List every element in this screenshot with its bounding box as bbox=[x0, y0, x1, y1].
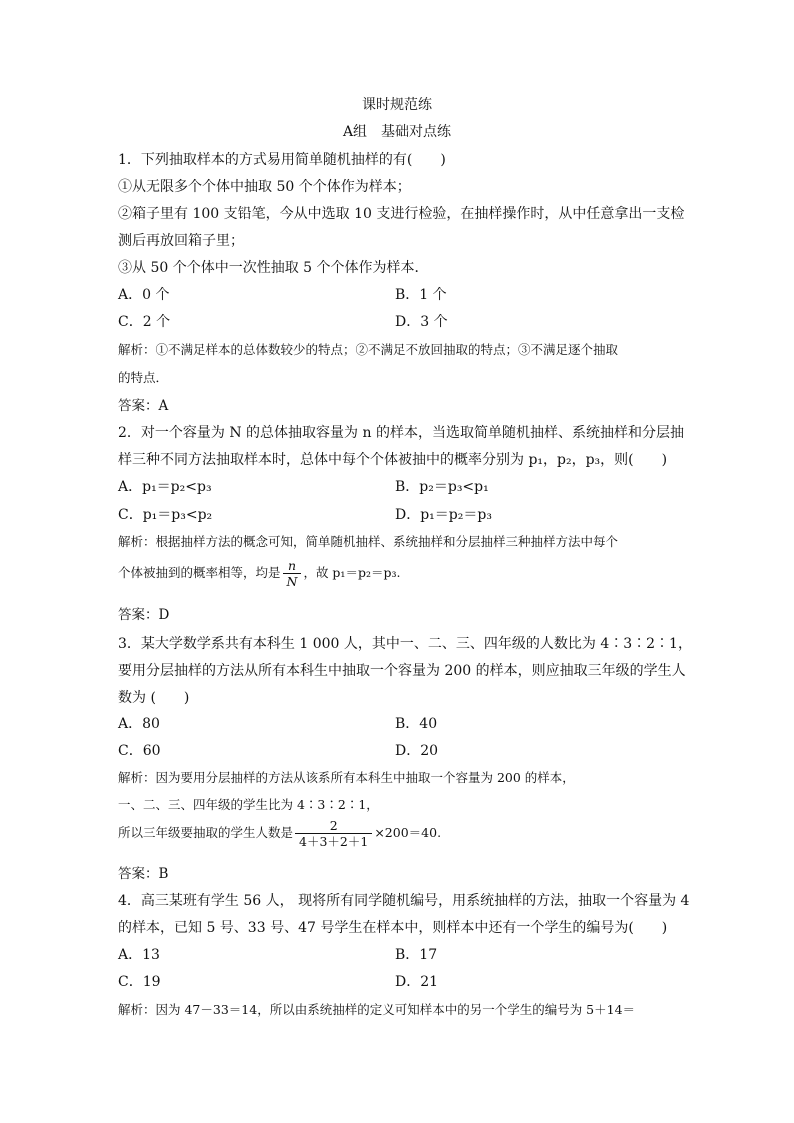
q2-option-d: D．p₁＝p₂＝p₃ bbox=[395, 507, 492, 523]
q3-fraction bbox=[295, 818, 372, 849]
q3-fraction-denominator: 4＋3＋2＋1 bbox=[295, 833, 372, 849]
q2-answer: 答案：D bbox=[118, 607, 170, 623]
q3-solution-formula bbox=[118, 818, 441, 849]
q2-option-a: A．p₁＝p₂<p₃ bbox=[118, 479, 212, 495]
q3-solution: 解析：因为要用分层抽样的方法从该系所有本科生中抽取一个容量为 200 的样本， bbox=[118, 770, 575, 785]
q1-option-c: C．2 个 bbox=[118, 314, 171, 330]
q2-fraction-numerator: n bbox=[287, 558, 297, 573]
q3-solution-tail: ×200＝40. bbox=[374, 825, 442, 840]
q2-solution-cont bbox=[118, 558, 400, 589]
q3-solution-text: 所以三年级要抽取的学生人数是 bbox=[118, 825, 294, 840]
q3-stem-cont-2: 数为 ( ) bbox=[118, 690, 190, 706]
page-title: 课时规范练 bbox=[362, 97, 432, 113]
q4-solution: 解析：因为 47－33＝14，所以由系统抽样的定义可知样本中的另一个学生的编号为 5＋14＝ bbox=[118, 1002, 636, 1017]
q1-stem: 1．下列抽取样本的方式易用简单随机抽样的有( ) bbox=[118, 152, 446, 168]
q3-answer: 答案：B bbox=[118, 866, 169, 882]
q4-option-b: B．17 bbox=[395, 947, 438, 963]
q4-stem-cont: 的样本，已知 5 号、33 号、47 号学生在样本中，则样本中还有一个学生的编号为( ) bbox=[118, 920, 668, 936]
q1-statement-1: ①从无限多个个体中抽取 50 个个体作为样本； bbox=[118, 179, 411, 195]
q2-option-b: B．p₂＝p₃<p₁ bbox=[395, 479, 489, 495]
q3-fraction-numerator: 2 bbox=[329, 818, 338, 833]
q2-fraction-denominator: N bbox=[283, 573, 302, 589]
q3-option-b: B．40 bbox=[395, 716, 438, 732]
q2-solution: 解析：根据抽样方法的概念可知，简单随机抽样、系统抽样和分层抽样三种抽样方法中每个 bbox=[118, 534, 619, 549]
q3-stem: 3．某大学数学系共有本科生 1 000 人，其中一、二、三、四年级的人数比为 4∶3∶2∶1， bbox=[118, 636, 692, 652]
section-subtitle: A组 基础对点练 bbox=[342, 124, 452, 140]
q2-solution-tail: ，故 p₁＝p₂＝p₃. bbox=[303, 565, 401, 580]
q4-option-c: C．19 bbox=[118, 974, 161, 990]
q1-statement-2-cont: 测后再放回箱子里； bbox=[118, 233, 244, 249]
q1-option-b: B．1 个 bbox=[395, 287, 447, 303]
q4-option-d: D．21 bbox=[395, 974, 439, 990]
q1-solution-cont: 的特点． bbox=[118, 370, 169, 385]
q2-stem: 2．对一个容量为 N 的总体抽取容量为 n 的样本，当选取简单随机抽样、系统抽样和分层抽 bbox=[118, 425, 684, 441]
q3-option-a: A．80 bbox=[118, 716, 160, 732]
q1-solution: 解析：①不满足样本的总体数较少的特点；②不满足不放回抽取的特点；③不满足逐个抽取 bbox=[118, 342, 619, 357]
q3-solution-cont: 一、二、三、四年级的学生比为 4∶3∶2∶1， bbox=[118, 797, 379, 812]
q3-stem-cont: 要用分层抽样的方法从所有本科生中抽取一个容量为 200 的样本，则应抽取三年级的学生人 bbox=[118, 663, 686, 679]
q2-stem-cont: 样三种不同方法抽取样本时，总体中每个个体被抽中的概率分别为 p₁，p₂，p₃，则( ) bbox=[118, 452, 668, 468]
q2-solution-text: 个体被抽到的概率相等，均是 bbox=[118, 565, 281, 580]
q2-option-c: C．p₁＝p₃<p₂ bbox=[118, 507, 213, 523]
q1-option-a: A．0 个 bbox=[118, 287, 170, 303]
q3-option-c: C．60 bbox=[118, 743, 161, 759]
q3-option-d: D．20 bbox=[395, 743, 439, 759]
q1-statement-2: ②箱子里有 100 支铅笔，今从中选取 10 支进行检验，在抽样操作时，从中任意拿出一支检 bbox=[118, 206, 685, 222]
q1-option-d: D．3 个 bbox=[395, 314, 448, 330]
q1-statement-3: ③从 50 个个体中一次性抽取 5 个个体作为样本． bbox=[118, 260, 429, 276]
q1-answer: 答案：A bbox=[118, 398, 169, 414]
q4-stem: 4．高三某班有学生 56 人， 现将所有同学随机编号，用系统抽样的方法，抽取一个容量为 4 bbox=[118, 893, 690, 909]
q2-fraction bbox=[283, 558, 302, 589]
q4-option-a: A．13 bbox=[118, 947, 160, 963]
